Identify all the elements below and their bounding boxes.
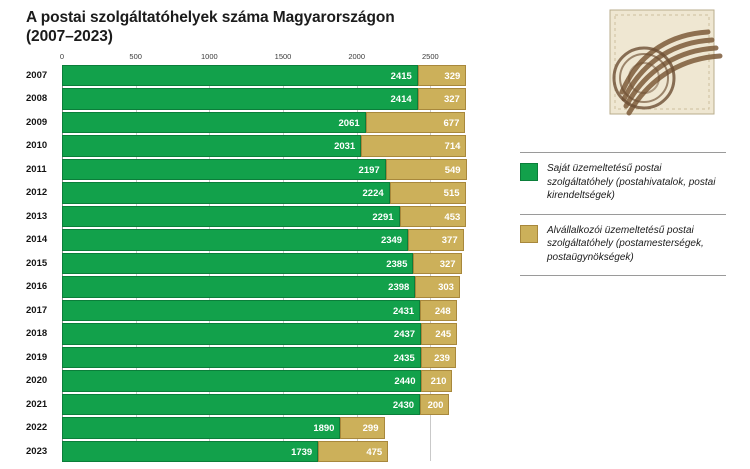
bar-value-alvallalkozoi: 377 [441,235,458,247]
bar-segment-sajat [62,300,420,321]
row-label-2012: 2012 [26,187,48,199]
bar-segment-alvallalkozoi [418,88,466,109]
chart-row [26,370,504,391]
row-label-2015: 2015 [26,257,48,269]
bar-value-sajat: 2061 [338,117,360,129]
row-bars [62,441,504,462]
bar-value-alvallalkozoi: 245 [435,329,452,341]
row-label-2016: 2016 [26,281,48,293]
chart-rows [26,65,504,464]
bar-value-alvallalkozoi: 327 [443,94,460,106]
bar-value-sajat: 2414 [390,94,412,106]
bar-value-sajat: 2435 [393,352,415,364]
chart-row [26,112,504,133]
bar-segment-sajat [62,323,421,344]
chart-row [26,88,504,109]
bar-segment-alvallalkozoi [340,417,384,438]
row-label-2013: 2013 [26,210,48,222]
bar-segment-sajat [62,276,415,297]
page-title [26,8,546,46]
bar-segment-sajat [62,370,421,391]
row-bars [62,135,504,156]
bar-segment-alvallalkozoi [318,441,388,462]
row-bars [62,370,504,391]
bar-segment-sajat [62,441,318,462]
row-label-2020: 2020 [26,375,48,387]
row-bars [62,253,504,274]
bar-segment-sajat [62,253,413,274]
bar-segment-alvallalkozoi [390,182,466,203]
bar-segment-alvallalkozoi [408,229,464,250]
chart-row [26,276,504,297]
x-axis-tick-labels [26,52,504,66]
bar-value-alvallalkozoi: 329 [444,71,461,82]
chart-row [26,65,504,86]
chart-row [26,182,504,203]
bar-segment-alvallalkozoi [415,276,460,297]
chart-row [26,347,504,368]
bar-segment-alvallalkozoi [400,206,467,227]
bar-segment-alvallalkozoi [421,370,452,391]
bar-segment-alvallalkozoi [420,300,457,321]
bar-segment-sajat [62,347,421,368]
row-label-2014: 2014 [26,234,48,246]
row-label-2007: 2007 [26,70,48,81]
bar-segment-sajat [62,229,408,250]
bar-segment-sajat [62,65,418,86]
bar-value-sajat: 2349 [380,235,403,247]
bar-segment-sajat [62,394,420,415]
x-tick-2500: 2500 [421,52,439,61]
row-bars [62,206,504,227]
bar-segment-sajat [62,135,361,156]
legend-divider-bottom [520,275,726,276]
bar-segment-alvallalkozoi [421,347,456,368]
bar-value-sajat: 2431 [393,305,415,317]
bar-value-sajat: 2398 [388,282,410,294]
row-bars [62,323,504,344]
bar-segment-alvallalkozoi [418,65,466,86]
legend-label-alvallalkozoi: Alvállalkozói üzemeltetésű postai szolgáltatóhely (postamesterségek, postaügynökségek) [547,224,704,263]
row-label-2017: 2017 [26,304,48,316]
row-bars [62,394,504,415]
bar-value-sajat: 1890 [313,423,335,435]
chart-row [26,417,504,438]
bar-value-alvallalkozoi: 200 [427,399,444,411]
row-bars [62,417,504,438]
bar-value-sajat: 2224 [362,188,384,200]
bar-value-alvallalkozoi: 239 [434,352,450,364]
legend-label-sajat: Saját üzemeltetésű postai szolgáltatóhely (postahivatalok, postai kirendeltségek) [547,163,716,201]
row-label-2009: 2009 [26,116,48,128]
bar-value-alvallalkozoi: 327 [439,258,456,270]
bar-segment-alvallalkozoi [366,112,466,133]
bar-segment-sajat [62,182,390,203]
bar-value-alvallalkozoi: 515 [443,188,460,200]
legend-swatch-green [520,163,538,181]
row-bars [62,300,504,321]
row-bars [62,347,504,368]
row-bars [62,229,504,250]
x-tick-0: 0 [59,52,65,61]
row-bars [62,182,504,203]
legend-swatch-gold [520,225,538,243]
row-label-2023: 2023 [26,445,48,457]
bar-value-sajat: 2415 [390,71,412,82]
x-tick-500: 500 [129,52,142,61]
bar-segment-alvallalkozoi [420,394,449,415]
row-label-2008: 2008 [26,93,48,105]
bar-value-sajat: 2291 [372,211,394,223]
bar-value-sajat: 2197 [358,164,380,176]
x-tick-1500: 1500 [274,52,292,61]
chart-row [26,159,504,180]
chart-row [26,229,504,250]
bar-value-alvallalkozoi: 303 [438,282,454,294]
bar-value-alvallalkozoi: 299 [362,423,379,435]
x-tick-1000: 1000 [200,52,218,61]
chart-row [26,206,504,227]
bar-value-sajat: 2437 [393,329,416,341]
bar-value-alvallalkozoi: 453 [444,211,461,223]
bar-value-sajat: 1739 [291,446,313,458]
bar-segment-sajat [62,417,340,438]
chart-row [26,323,504,344]
bar-value-alvallalkozoi: 475 [366,446,383,458]
row-label-2019: 2019 [26,351,48,363]
bar-value-alvallalkozoi: 210 [430,376,447,388]
bar-segment-alvallalkozoi [386,159,467,180]
row-label-2022: 2022 [26,422,48,434]
row-bars [62,276,504,297]
legend-item-sajat [520,153,726,214]
bar-segment-alvallalkozoi [421,323,457,344]
row-bars [62,112,504,133]
bar-value-alvallalkozoi: 549 [444,164,461,176]
row-bars [62,88,504,109]
legend-item-alvallalkozoi [520,215,726,276]
bar-segment-sajat [62,112,366,133]
row-bars [62,159,504,180]
bar-value-sajat: 2430 [392,399,415,411]
bar-segment-sajat [62,88,418,109]
chart-row [26,253,504,274]
title-line-1: A postai szolgáltatóhelyek száma Magyarországon [26,9,395,26]
bar-value-alvallalkozoi: 677 [443,117,460,129]
bar-value-alvallalkozoi: 714 [444,141,461,153]
postmark-stamp-icon [588,6,724,132]
chart-row [26,135,504,156]
bar-segment-sajat [62,159,386,180]
row-label-2011: 2011 [26,163,47,175]
bar-chart [26,52,504,462]
chart-row [26,394,504,415]
x-tick-2000: 2000 [348,52,365,61]
bar-segment-alvallalkozoi [413,253,461,274]
bar-value-sajat: 2385 [386,258,408,270]
plot-area [26,65,504,461]
row-bars [62,65,504,86]
chart-row [26,441,504,462]
row-label-2018: 2018 [26,328,48,340]
row-label-2010: 2010 [26,140,48,152]
bar-segment-sajat [62,206,400,227]
bar-segment-alvallalkozoi [361,135,466,156]
chart-row [26,300,504,321]
title-line-2: (2007–2023) [26,28,113,45]
row-label-2021: 2021 [26,398,48,410]
bar-value-alvallalkozoi: 248 [434,305,451,317]
bar-value-sajat: 2031 [334,141,356,153]
bar-value-sajat: 2440 [394,376,416,388]
chart-legend [520,152,726,276]
